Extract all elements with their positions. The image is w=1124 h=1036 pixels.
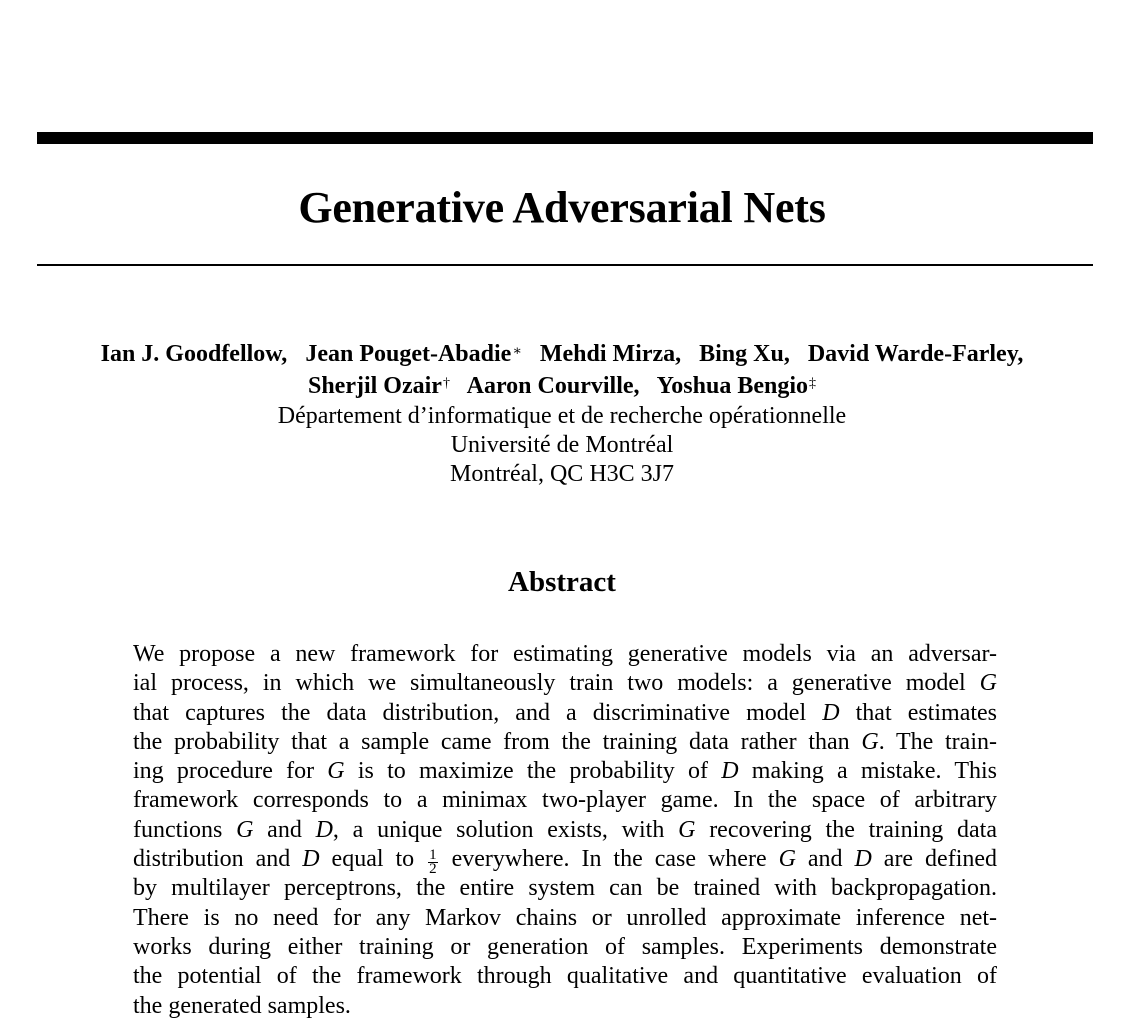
- abstract-line: There is no need for any Markov chains or unrolled approximate inference net-: [133, 904, 997, 931]
- abstract-line: functions G and D, a unique solution exists, with G recovering the training data: [133, 816, 997, 843]
- author-footnote-mark: †: [442, 376, 450, 391]
- title-bottom-rule: [37, 264, 1093, 266]
- affiliation-department: Département d’informatique et de recherche opérationnelle: [277, 403, 847, 429]
- one-half-fraction: $\frac{1}{2}$: [429, 847, 437, 878]
- abstract-line: by multilayer perceptrons, the entire system can be trained with backpropagation.: [133, 875, 997, 902]
- math-symbol: G: [236, 816, 254, 843]
- author-name: David Warde-Farley,: [807, 341, 1024, 367]
- abstract-line: the probability that a sample came from the training data rather than G. The train-: [133, 728, 997, 755]
- math-symbol: D: [721, 758, 739, 785]
- author-footnote-mark: ‡: [809, 376, 817, 391]
- math-symbol: D: [854, 846, 872, 873]
- author-footnote-mark: ∗: [512, 344, 522, 359]
- math-symbol: G: [678, 816, 696, 843]
- author-name: Ian J. Goodfellow,: [100, 341, 288, 367]
- abstract-heading: Abstract: [508, 566, 616, 598]
- math-symbol: G: [861, 728, 879, 755]
- abstract-line: ing procedure for G is to maximize the probability of D making a mistake. This: [133, 758, 997, 785]
- math-symbol: G: [778, 846, 796, 873]
- authors-line-2: [0, 370, 1124, 402]
- affiliation-university: Université de Montréal: [450, 432, 674, 458]
- author-name: Yoshua Bengio: [656, 373, 809, 399]
- math-symbol: D: [302, 846, 320, 873]
- author-name: Sherjil Ozair: [307, 373, 442, 399]
- abstract-line: the generated samples.: [133, 992, 351, 1019]
- abstract-line: We propose a new framework for estimating generative models via an adversar-: [133, 641, 997, 667]
- title-top-rule: [37, 132, 1093, 144]
- affiliation-block: [0, 402, 1124, 489]
- math-symbol: D: [822, 699, 840, 726]
- abstract-line: that captures the data distribution, and a discriminative model D that estimates: [133, 699, 997, 726]
- abstract-line: distribution and D equal to $\frac{1}{2}$ everywhere. In the case where G and D are defined: [133, 846, 998, 878]
- abstract-line: the potential of the framework through qualitative and quantitative evaluation of: [133, 963, 997, 990]
- author-name: Mehdi Mirza,: [539, 341, 682, 367]
- author-name: Bing Xu,: [699, 341, 790, 367]
- abstract-body: [133, 640, 997, 1021]
- abstract-line: works during either training or generation of samples. Experiments demonstrate: [133, 933, 997, 960]
- abstract-line: framework corresponds to a minimax two-player game. In the space of arbitrary: [133, 787, 997, 814]
- math-symbol: G: [327, 758, 345, 785]
- math-symbol: G: [979, 670, 997, 697]
- abstract-line: ial process, in which we simultaneously train two models: a generative model G: [133, 670, 997, 697]
- affiliation-address: Montréal, QC H3C 3J7: [450, 461, 674, 487]
- author-name: Aaron Courville,: [466, 373, 640, 399]
- author-block: [0, 338, 1124, 402]
- authors-line-1: [0, 338, 1124, 370]
- author-name: Jean Pouget-Abadie: [305, 341, 512, 367]
- math-symbol: D: [315, 816, 333, 843]
- paper-title: Generative Adversarial Nets: [298, 183, 826, 232]
